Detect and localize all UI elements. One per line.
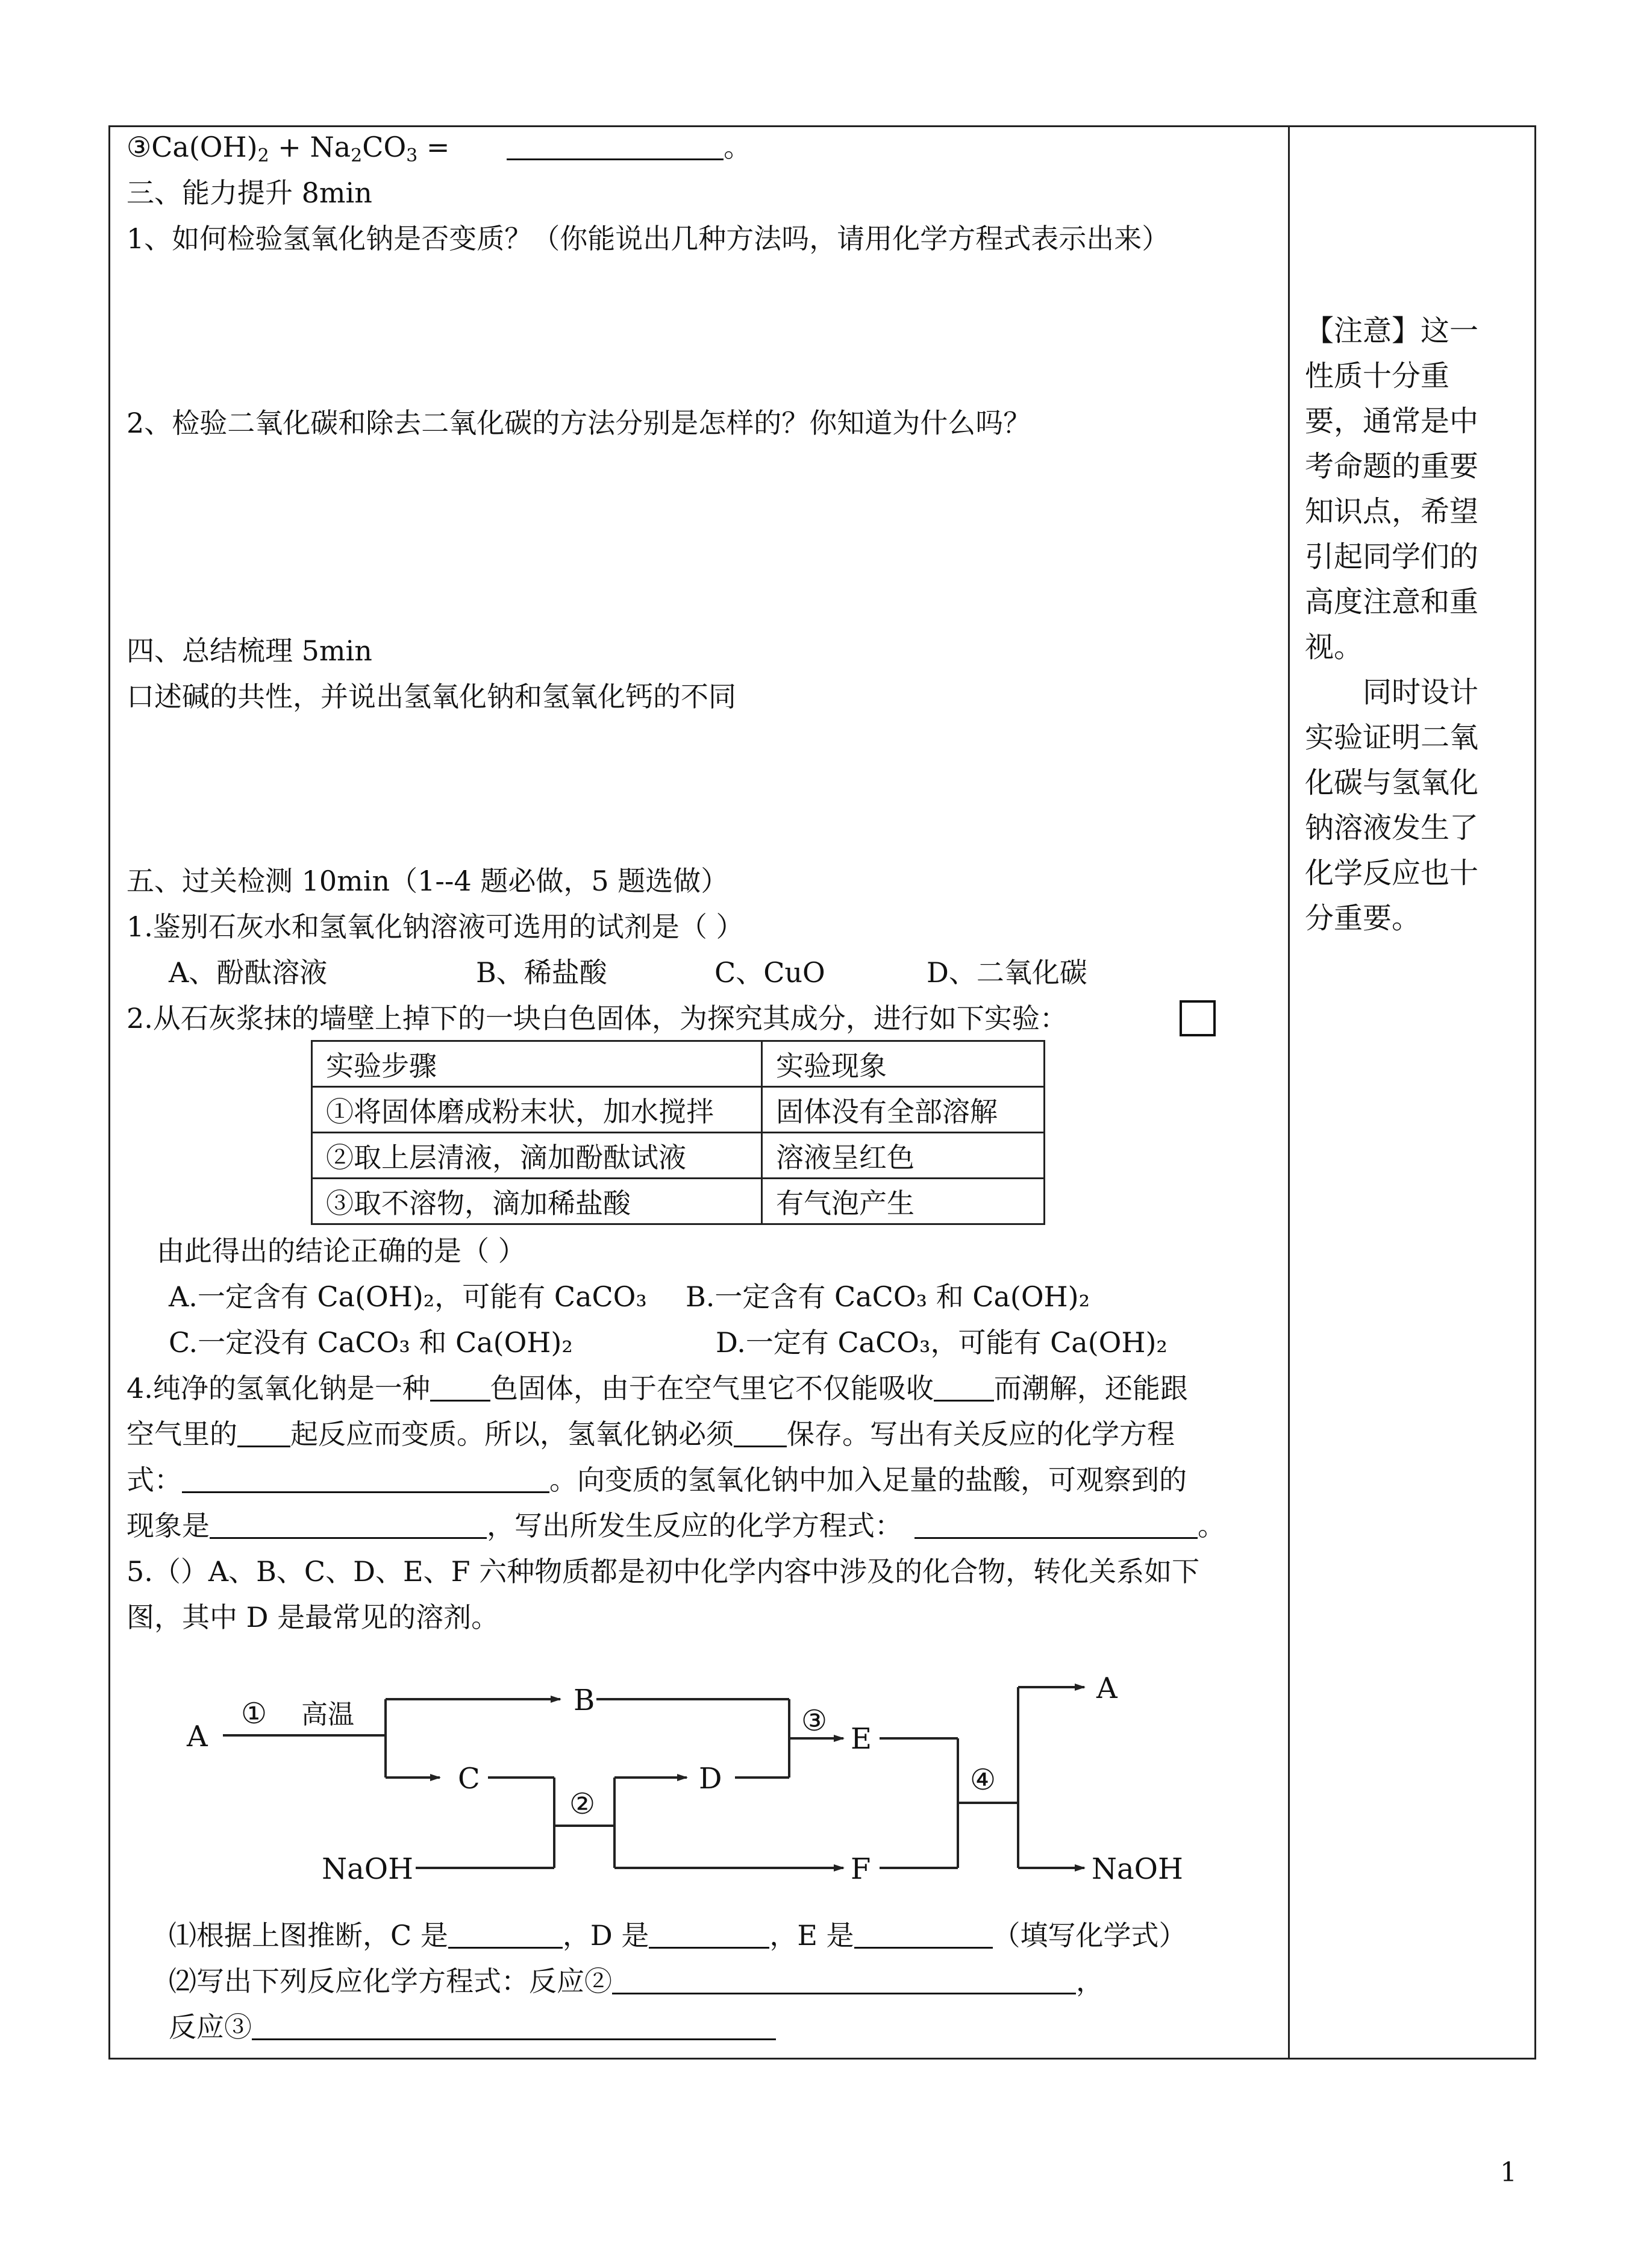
- node-a-left: A: [187, 1720, 208, 1753]
- experiment-table: [311, 1040, 1045, 1225]
- table-header-row: [312, 1041, 1045, 1087]
- answer-blank[interactable]: [734, 1418, 787, 1447]
- q4-text: 而潮解，还能跟: [993, 1372, 1188, 1405]
- conclusion-option-a: A.一定含有 Ca(OH)₂，可能有 CaCO₃: [169, 1280, 647, 1313]
- eq-sub: 2: [257, 145, 269, 166]
- option-a: A、酚酞溶液: [169, 956, 328, 989]
- answer-blank[interactable]: [914, 1509, 1198, 1539]
- answer-blank[interactable]: [252, 2011, 776, 2040]
- table-cell: 有气泡产生: [762, 1179, 1045, 1224]
- q4-text: 。向变质的氢氧化钠中加入足量的盐酸，可观察到的: [549, 1464, 1187, 1496]
- answer-blank[interactable]: [649, 1919, 769, 1949]
- q4-text: 保存。写出有关反应的化学方程: [787, 1418, 1175, 1450]
- conclusion-option-c: C.一定没有 CaCO₃ 和 Ca(OH)₂: [169, 1326, 573, 1359]
- node-c: C: [458, 1762, 480, 1796]
- q4-text: 现象是: [127, 1509, 210, 1542]
- test-question-5-sub-2: [169, 1963, 1104, 1999]
- q4-text: ，写出所发生反应的化学方程式：: [487, 1509, 902, 1542]
- conclusion-option-d: D.一定有 CaCO₃，可能有 Ca(OH)₂: [716, 1326, 1168, 1359]
- table-cell: ②取上层清液，滴加酚酞试液: [312, 1133, 762, 1179]
- side-note-paragraph-2: 同时设计实验证明二氧化碳与氢氧化钠溶液发生了化学反应也十分重要。: [1305, 675, 1479, 935]
- question-2: 2、检验二氧化碳和除去二氧化碳的方法分别是怎样的？你知道为什么吗？: [127, 407, 1031, 439]
- side-note-paragraph-1: 【注意】这一性质十分重要，通常是中考命题的重要知识点，希望引起同学们的高度注意和重视。: [1305, 314, 1479, 664]
- test-question-1: 1.鉴别石灰水和氢氧化钠溶液可选用的试剂是（ ）: [127, 910, 744, 943]
- test-question-5-line-1: 5.（）A、B、C、D、E、F 六种物质都是初中化学内容中涉及的化合物，转化关系如下: [127, 1555, 1200, 1588]
- answer-blank[interactable]: [934, 1372, 994, 1402]
- q4-text: 4.纯净的氢氧化钠是一种: [127, 1372, 430, 1405]
- q5-text: 反应③: [169, 2011, 252, 2043]
- node-b: B: [574, 1684, 595, 1717]
- section-3-title: 三、能力提升 8min: [127, 177, 372, 209]
- table-cell: 固体没有全部溶解: [762, 1087, 1045, 1133]
- test-question-4-line-3: [127, 1462, 1187, 1498]
- section-5-title: 五、过关检测 10min（1--4 题必做，5 题选做）: [127, 865, 729, 897]
- page-number: 1: [1500, 2157, 1517, 2188]
- answer-blank[interactable]: [448, 1919, 563, 1949]
- node-d: D: [699, 1762, 722, 1796]
- q5-text: ，D 是: [562, 1919, 649, 1952]
- test-question-5-sub-1: [169, 1917, 1187, 1953]
- checkbox[interactable]: [1180, 1000, 1216, 1036]
- q5-text: ，E 是: [769, 1919, 854, 1952]
- high-temp-label: 高温: [301, 1699, 354, 1730]
- option-b: B、稀盐酸: [476, 956, 607, 989]
- test-question-5-sub-3: [169, 2009, 776, 2045]
- eq-text: ③Ca(OH): [127, 131, 258, 163]
- q4-text: 起反应而变质。所以，氢氧化钠必须: [290, 1418, 734, 1450]
- eq-sub: 2: [351, 145, 363, 166]
- node-e: E: [851, 1722, 872, 1756]
- option-d: D、二氧化碳: [927, 956, 1087, 989]
- side-note: [1305, 309, 1504, 941]
- test-question-4-line-4: [127, 1508, 1225, 1544]
- answer-blank[interactable]: [182, 1464, 549, 1493]
- answer-blank[interactable]: [507, 131, 724, 160]
- step-3-label: ③: [801, 1704, 828, 1738]
- eq-sub: 3: [406, 145, 418, 166]
- conclusion-question: 由此得出的结论正确的是（ ）: [157, 1235, 526, 1267]
- table-header-cell: 实验现象: [762, 1041, 1045, 1087]
- q5-text: ，: [1076, 1965, 1104, 1997]
- option-c: C、CuO: [714, 956, 825, 989]
- table-row: [312, 1087, 1045, 1133]
- q5-text: （填写化学式）: [992, 1919, 1187, 1952]
- answer-blank[interactable]: [237, 1418, 290, 1447]
- node-f: F: [851, 1852, 871, 1880]
- q4-text: 空气里的: [127, 1418, 237, 1450]
- eq-text: 。: [724, 131, 752, 163]
- node-naoh-left: NaOH: [322, 1852, 413, 1880]
- answer-blank[interactable]: [210, 1509, 487, 1539]
- eq-text: + Na: [269, 131, 351, 163]
- eq-text: =: [417, 131, 450, 163]
- table-cell: 溶液呈红色: [762, 1133, 1045, 1179]
- section-4-text: 口述碱的共性，并说出氢氧化钠和氢氧化钙的不同: [127, 680, 736, 713]
- test-question-4-line-2: [127, 1416, 1175, 1452]
- table-row: [312, 1179, 1045, 1224]
- table-cell: ①将固体磨成粉末状，加水搅拌: [312, 1087, 762, 1133]
- column-divider: [1288, 125, 1290, 2060]
- test-question-4-line-1: [127, 1370, 1188, 1406]
- test-question-2: 2.从石灰浆抹的墙壁上掉下的一块白色固体，为探究其成分，进行如下实验：: [127, 1002, 1068, 1035]
- step-2-label: ②: [569, 1787, 596, 1821]
- q5-text: ⑵写出下列反应化学方程式：反应②: [169, 1965, 612, 1997]
- answer-blank[interactable]: [430, 1372, 490, 1402]
- answer-blank[interactable]: [612, 1965, 1076, 1994]
- node-a-right: A: [1096, 1671, 1118, 1705]
- test-question-5-line-2: 图，其中 D 是最常见的溶剂。: [127, 1601, 499, 1634]
- table-header-cell: 实验步骤: [312, 1041, 762, 1087]
- conclusion-option-b: B.一定含有 CaCO₃ 和 Ca(OH)₂: [686, 1280, 1090, 1313]
- section-4-title: 四、总结梳理 5min: [127, 634, 372, 667]
- answer-blank[interactable]: [854, 1919, 993, 1949]
- node-naoh-right: NaOH: [1092, 1852, 1183, 1880]
- eq-text: CO: [362, 131, 407, 163]
- table-row: [312, 1133, 1045, 1179]
- q4-text: 色固体，由于在空气里它不仅能吸收: [490, 1372, 934, 1405]
- q4-text: 式：: [127, 1464, 182, 1496]
- step-4-label: ④: [970, 1763, 996, 1797]
- equation-line: [127, 129, 751, 174]
- conversion-diagram: [175, 1651, 1235, 1880]
- q4-text: 。: [1198, 1509, 1225, 1542]
- step-1-label: ①: [241, 1697, 267, 1731]
- table-cell: ③取不溶物，滴加稀盐酸: [312, 1179, 762, 1224]
- q5-text: ⑴根据上图推断，C 是: [169, 1919, 448, 1952]
- question-1: 1、如何检验氢氧化钠是否变质？（你能说出几种方法吗，请用化学方程式表示出来）: [127, 222, 1170, 255]
